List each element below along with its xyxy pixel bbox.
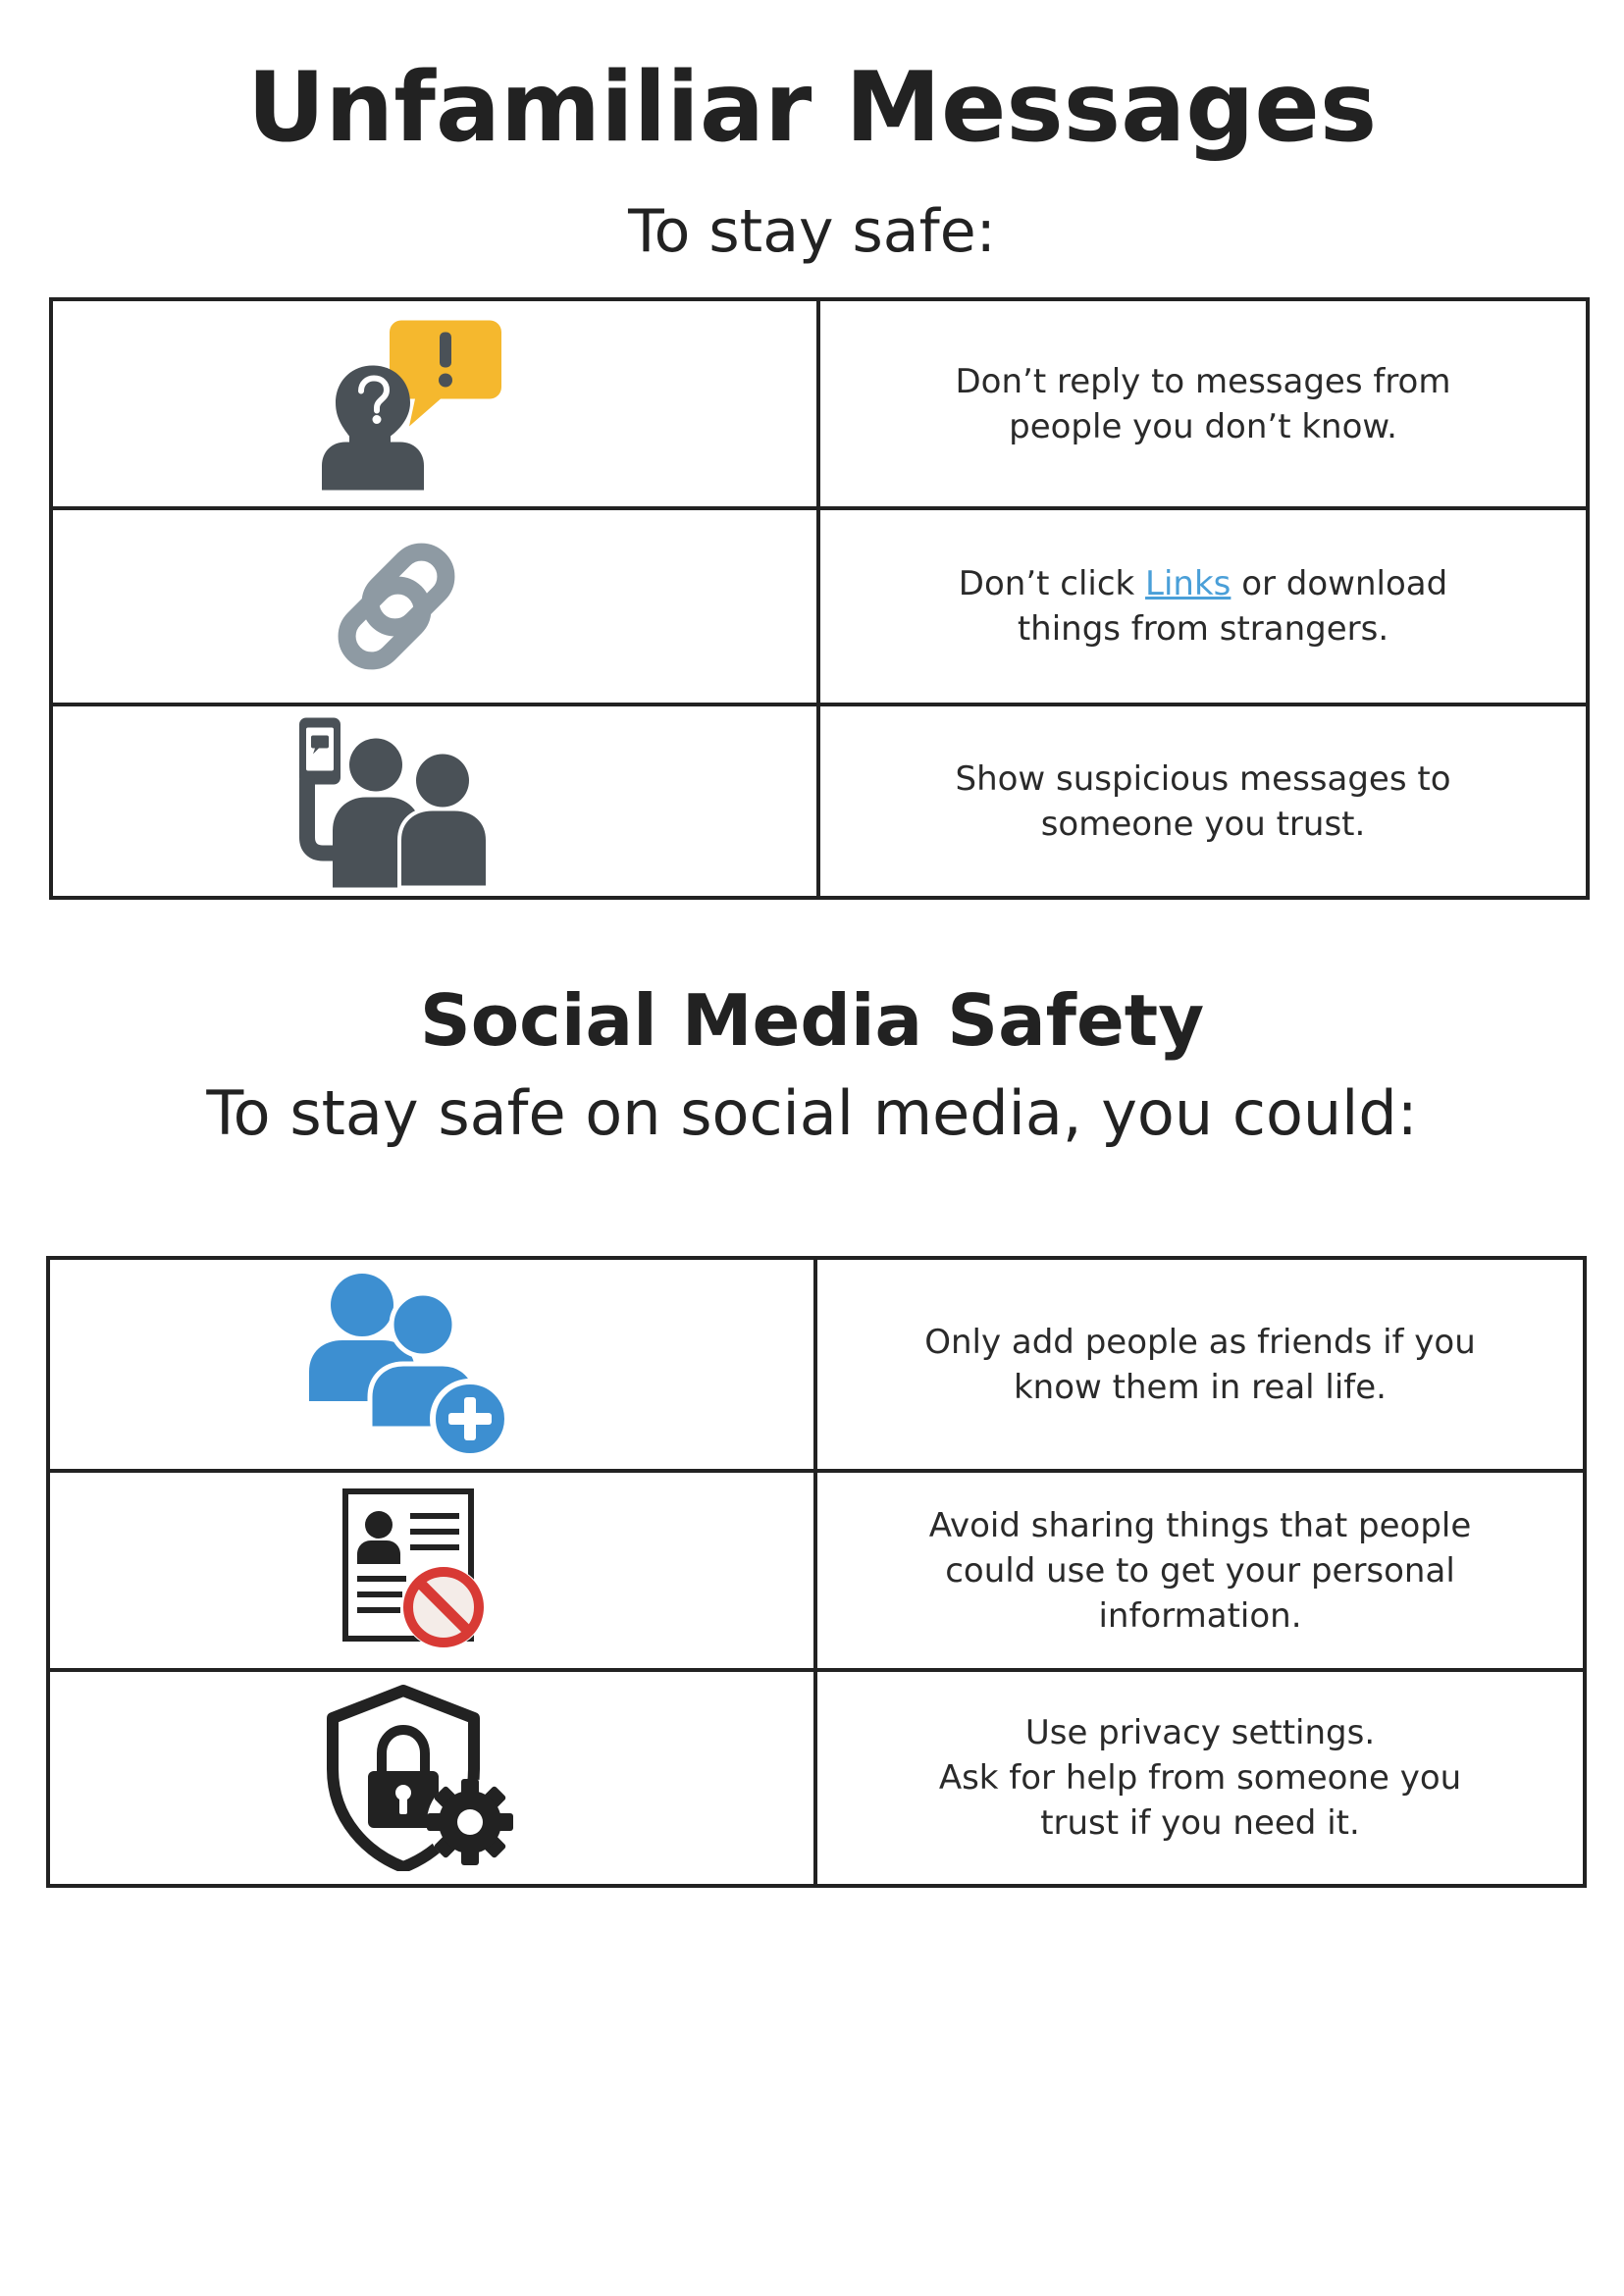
table-row [51,704,1588,898]
tip-line: trust if you need it. [1040,1803,1360,1843]
tip-line: Use privacy settings. [1024,1713,1376,1752]
tip-text-before: Don’t click [958,564,1146,603]
icon-cell [51,704,818,898]
tip-line: things from strangers. [1017,609,1389,649]
section1-subtitle: To stay safe: [628,197,996,266]
chain-link-icon [323,533,470,680]
show-phone-to-person-icon [293,715,490,887]
tip-line: Show suspicious messages to [955,758,1451,799]
table-row [51,299,1588,508]
no-personal-info-icon [341,1487,494,1654]
page-title: Unfamiliar Messages [246,52,1378,164]
table-row [48,1471,1585,1670]
tip-line: Ask for help from someone you [938,1758,1462,1798]
tip-text-cell [815,1670,1585,1886]
person-question-alert-icon [318,318,504,490]
tip-line [820,561,1586,606]
tip-text-after: or download [1231,564,1448,603]
tip-text-cell [818,508,1588,704]
table-row [48,1670,1585,1886]
tip-text-cell [818,704,1588,898]
icon-cell [51,508,818,704]
tip-line: people you don’t know. [1009,406,1397,446]
tip-text-cell [818,299,1588,508]
add-friend-icon [307,1272,513,1458]
icon-cell [51,299,818,508]
tip-line: someone you trust. [1040,804,1366,844]
social-media-safety-table [46,1256,1587,1888]
tip-line: information. [1098,1595,1302,1636]
unfamiliar-messages-table [49,297,1590,900]
tip-text-cell [815,1471,1585,1670]
icon-cell [48,1258,815,1471]
privacy-shield-settings-icon [327,1685,523,1871]
section2-title: Social Media Safety [419,979,1205,1062]
icon-cell [48,1471,815,1670]
tip-line: Avoid sharing things that people [928,1505,1472,1545]
section2-subtitle: To stay safe on social media, you could: [206,1077,1418,1149]
table-row [48,1258,1585,1471]
tip-line: Don’t reply to messages from [955,361,1451,401]
tip-line: know them in real life. [1013,1367,1387,1407]
tip-line: could use to get your personal [945,1550,1455,1591]
tip-line: Only add people as friends if you [924,1322,1476,1362]
links-link[interactable]: Links [1145,564,1231,603]
tip-text-cell [815,1258,1585,1471]
table-row [51,508,1588,704]
icon-cell [48,1670,815,1886]
